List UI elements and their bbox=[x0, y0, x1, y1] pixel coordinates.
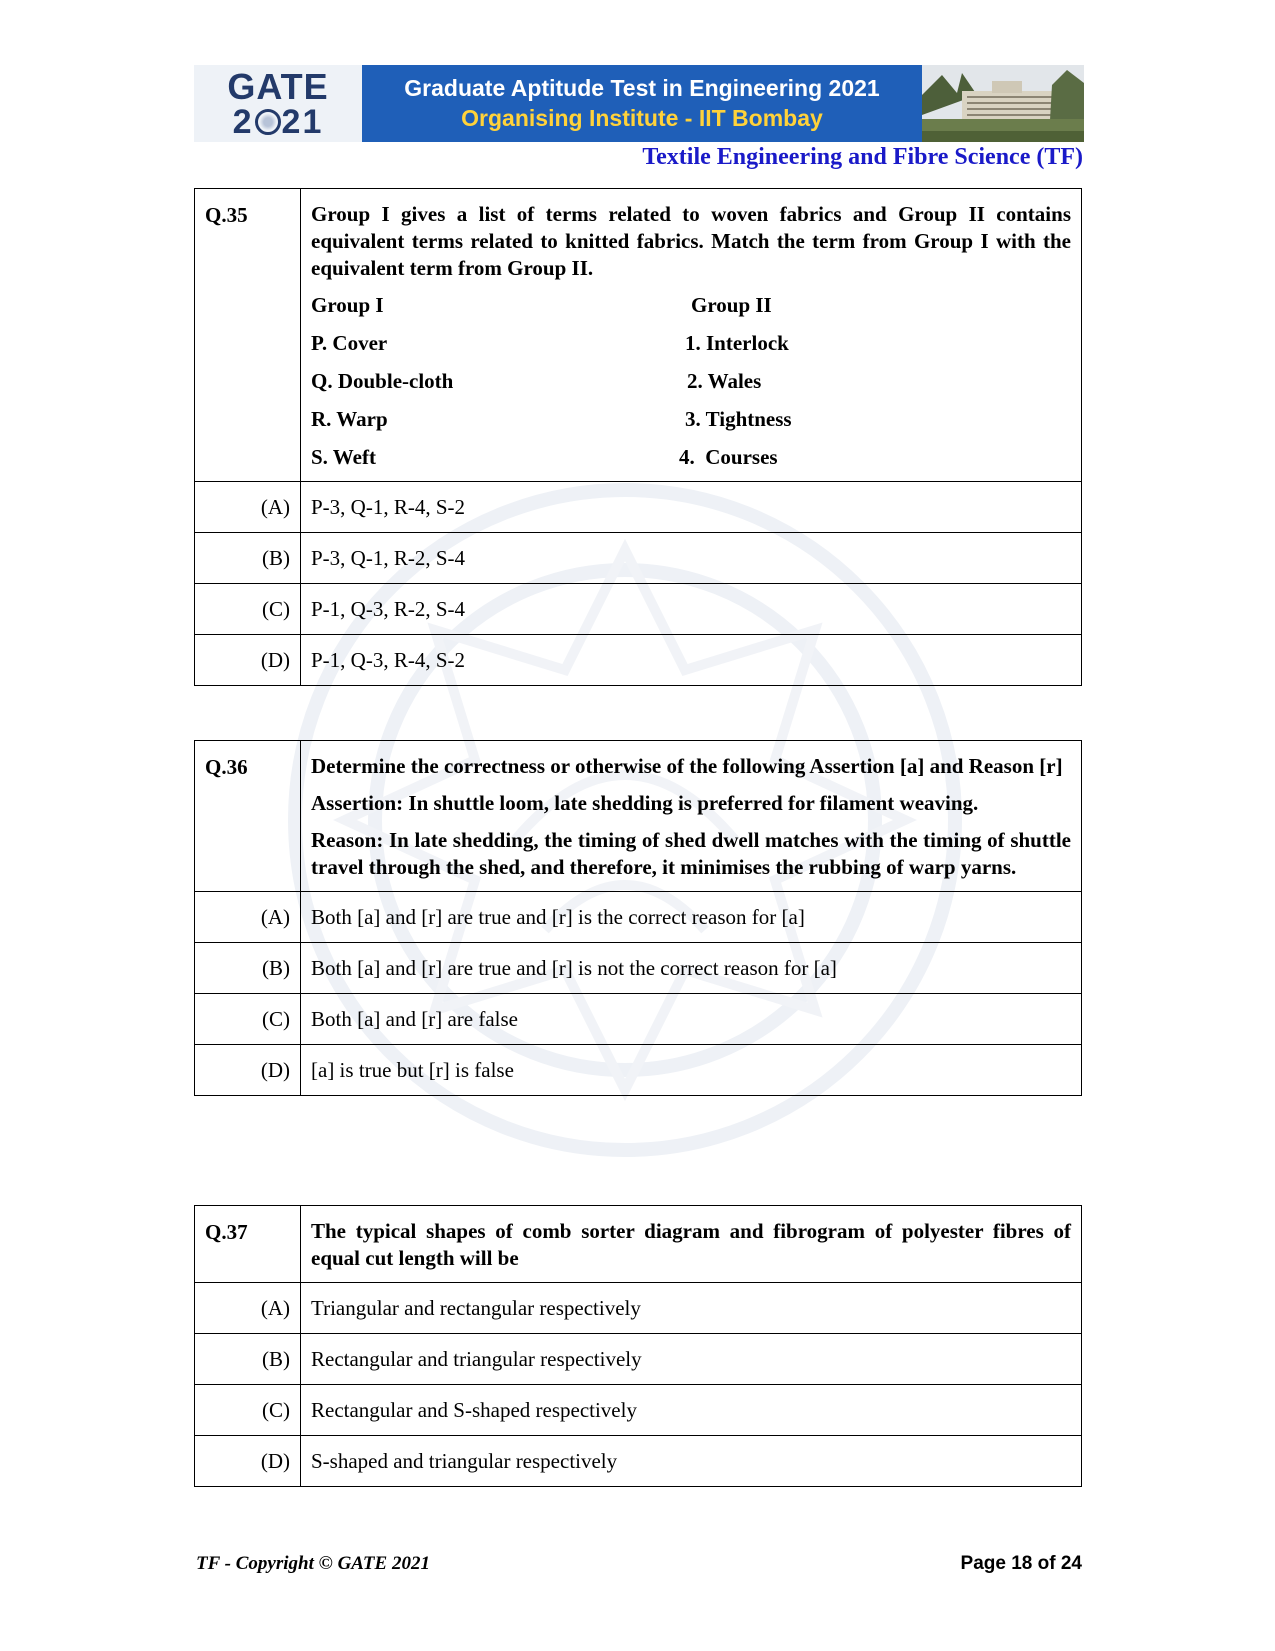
stem-text: Group I gives a list of terms related to woven fabrics and Group II contains equivalent terms related to knitted fabrics. Match the term from Group I with the equivalent term from Group II. bbox=[311, 202, 1071, 280]
option-text: P-1, Q-3, R-2, S-4 bbox=[301, 584, 1082, 635]
option-row[interactable] bbox=[195, 1385, 1082, 1436]
subject-title: Textile Engineering and Fibre Science (TF) bbox=[642, 144, 1083, 170]
group-1-item: S. Weft bbox=[311, 445, 376, 469]
question-number: Q.36 bbox=[195, 741, 301, 892]
option-row[interactable] bbox=[195, 584, 1082, 635]
question-35-table bbox=[194, 188, 1082, 686]
option-row[interactable] bbox=[195, 1045, 1082, 1096]
gate-banner bbox=[194, 65, 1084, 142]
option-label: (A) bbox=[195, 482, 301, 533]
page-number: Page 18 of 24 bbox=[960, 1553, 1082, 1574]
question-stem bbox=[301, 189, 1082, 482]
group-2-item: 4. Courses bbox=[679, 445, 778, 469]
option-label: (B) bbox=[195, 943, 301, 994]
option-label: (C) bbox=[195, 994, 301, 1045]
assertion-text: Assertion: In shuttle loom, late shedding is preferred for filament weaving. bbox=[311, 791, 979, 815]
option-label: (B) bbox=[195, 533, 301, 584]
match-groups bbox=[311, 292, 1071, 471]
group-1-heading: Group I bbox=[311, 293, 384, 317]
option-row[interactable] bbox=[195, 892, 1082, 943]
option-label: (A) bbox=[195, 1283, 301, 1334]
option-text: Both [a] and [r] are true and [r] is not the correct reason for [a] bbox=[301, 943, 1082, 994]
option-row[interactable] bbox=[195, 482, 1082, 533]
question-stem bbox=[301, 1206, 1082, 1283]
option-text: P-3, Q-1, R-2, S-4 bbox=[301, 533, 1082, 584]
option-row[interactable] bbox=[195, 1436, 1082, 1487]
option-text: Both [a] and [r] are true and [r] is the correct reason for [a] bbox=[301, 892, 1082, 943]
logo-word: GATE bbox=[227, 65, 329, 107]
seal-icon bbox=[255, 109, 281, 135]
group-2-item: 3. Tightness bbox=[685, 407, 792, 431]
option-label: (B) bbox=[195, 1334, 301, 1385]
option-text: S-shaped and triangular respectively bbox=[301, 1436, 1082, 1487]
question-36-table bbox=[194, 740, 1082, 1096]
logo-year: 2 21 bbox=[232, 102, 324, 141]
stem-text: Determine the correctness or otherwise of the following Assertion [a] and Reason [r] bbox=[311, 754, 1063, 778]
institute-building-image bbox=[922, 65, 1084, 142]
option-row[interactable] bbox=[195, 943, 1082, 994]
option-label: (D) bbox=[195, 1045, 301, 1096]
option-text: [a] is true but [r] is false bbox=[301, 1045, 1082, 1096]
banner-title bbox=[362, 65, 922, 142]
gate-2021-logo bbox=[194, 65, 362, 142]
group-1-item: R. Warp bbox=[311, 407, 388, 431]
option-text: Both [a] and [r] are false bbox=[301, 994, 1082, 1045]
option-label: (A) bbox=[195, 892, 301, 943]
option-row[interactable] bbox=[195, 1283, 1082, 1334]
group-2-item: 2. Wales bbox=[687, 369, 762, 393]
option-label: (D) bbox=[195, 635, 301, 686]
question-number: Q.37 bbox=[195, 1206, 301, 1283]
group-2-item: 1. Interlock bbox=[685, 331, 789, 355]
banner-line-1: Graduate Aptitude Test in Engineering 2021 bbox=[404, 75, 880, 101]
footer-copyright: TF - Copyright © GATE 2021 bbox=[196, 1553, 430, 1574]
reason-text: Reason: In late shedding, the timing of shed dwell matches with the timing of shuttle travel through the shed, and therefore, it minimises the rubbing of warp yarns. bbox=[311, 828, 1071, 879]
option-row[interactable] bbox=[195, 635, 1082, 686]
option-label: (D) bbox=[195, 1436, 301, 1487]
question-stem bbox=[301, 741, 1082, 892]
group-2-heading: Group II bbox=[691, 293, 772, 317]
option-row[interactable] bbox=[195, 1334, 1082, 1385]
option-text: Rectangular and S-shaped respectively bbox=[301, 1385, 1082, 1436]
option-label: (C) bbox=[195, 1385, 301, 1436]
banner-line-2: Organising Institute - IIT Bombay bbox=[461, 105, 823, 131]
option-row[interactable] bbox=[195, 533, 1082, 584]
option-text: Triangular and rectangular respectively bbox=[301, 1283, 1082, 1334]
group-1-item: P. Cover bbox=[311, 331, 388, 355]
stem-text: The typical shapes of comb sorter diagram and fibrogram of polyester fibres of equal cut length will be bbox=[311, 1219, 1071, 1270]
option-text: P-3, Q-1, R-4, S-2 bbox=[301, 482, 1082, 533]
group-1-item: Q. Double-cloth bbox=[311, 369, 454, 393]
option-row[interactable] bbox=[195, 994, 1082, 1045]
option-label: (C) bbox=[195, 584, 301, 635]
option-text: Rectangular and triangular respectively bbox=[301, 1334, 1082, 1385]
question-number: Q.35 bbox=[195, 189, 301, 482]
option-text: P-1, Q-3, R-4, S-2 bbox=[301, 635, 1082, 686]
question-37-table bbox=[194, 1205, 1082, 1487]
